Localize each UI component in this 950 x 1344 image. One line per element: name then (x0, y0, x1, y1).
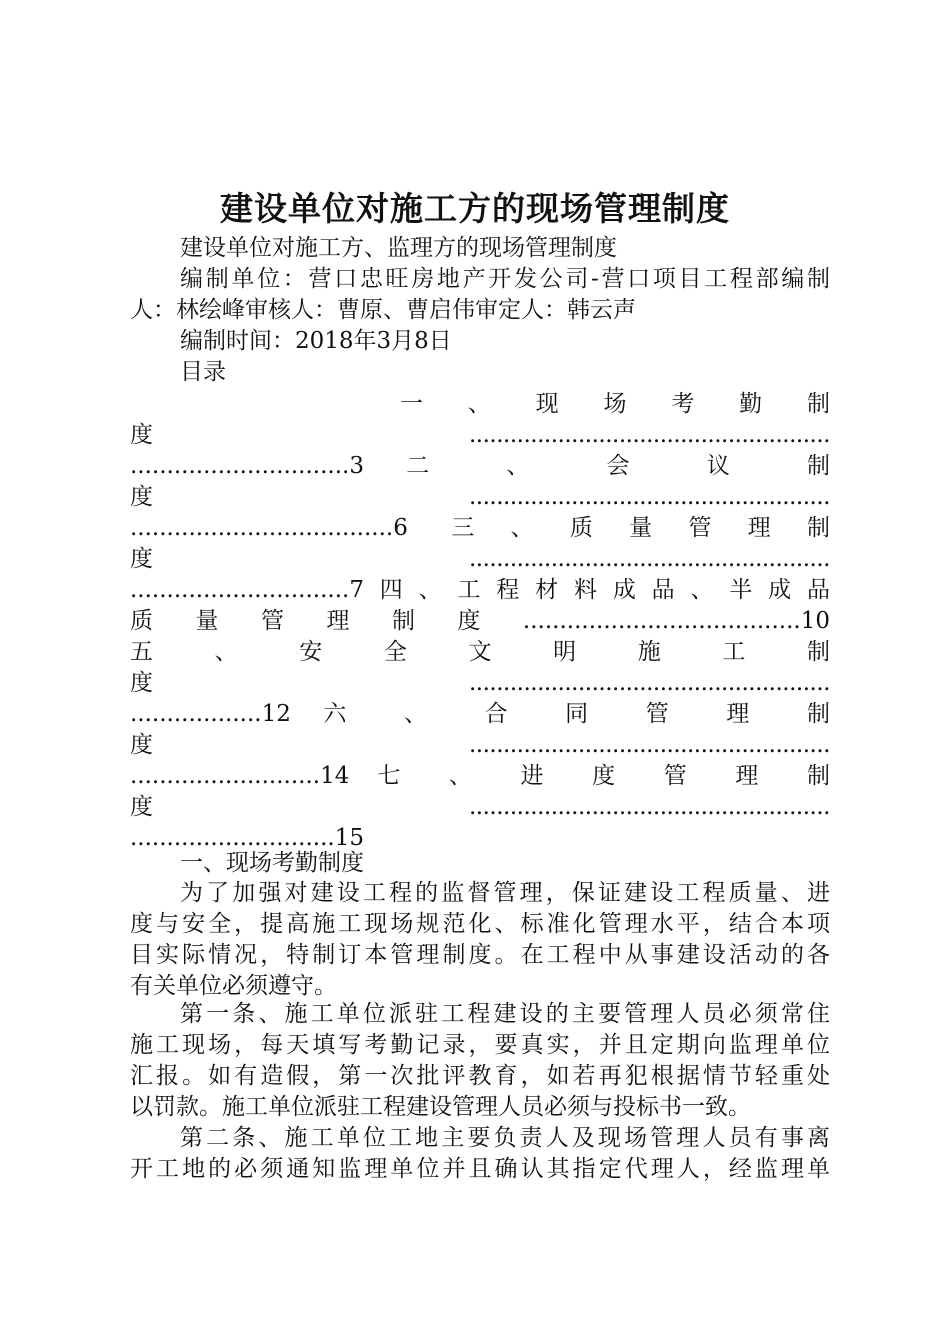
document-title: 建设单位对施工方的现场管理制度 (220, 189, 730, 228)
paragraph-line: 第二条、施工单位工地主要负责人及现场管理人员有事离 (180, 1125, 830, 1151)
paragraph-line: 有关单位必须遵守。 (130, 973, 337, 999)
toc-line: ....................................6 三、质量管理制 (130, 515, 830, 541)
toc-line: 度..................................................... (130, 732, 830, 758)
paragraph-line: 施工现场，每天填写考勤记录，要真实，并且定期向监理单位 (130, 1032, 830, 1058)
toc-line: 五 、 安 全 文 明 施 工 制 (130, 639, 830, 665)
toc-line: ..............................7四、工程材料成品、半成品 (130, 577, 830, 603)
toc-line: 一 、 现 场 考 勤 制 (400, 391, 830, 417)
toc-line: 度..................................................... (130, 422, 830, 448)
toc-line: 质量管理制度......................................10 (130, 608, 830, 634)
toc-line: 度..................................................... (130, 670, 830, 696)
compiler-line: 编制单位：营口忠旺房地产开发公司-营口项目工程部编制 (180, 266, 830, 292)
date-line: 编制时间：2018年3月8日 (180, 328, 452, 354)
paragraph-line: 第一条、施工单位派驻工程建设的主要管理人员必须常住 (180, 1001, 830, 1027)
toc-line: 度..................................................... (130, 484, 830, 510)
toc-heading: 目录 (180, 359, 226, 385)
paragraph-line: 目实际情况，特制订本管理制度。在工程中从事建设活动的各 (130, 942, 830, 968)
paragraph-line: 汇报。如有造假，第一次批评教育，如若再犯根据情节轻重处 (130, 1063, 830, 1089)
toc-line: 度..................................................... (130, 546, 830, 572)
paragraph-line: 开工地的必须通知监理单位并且确认其指定代理人，经监理单 (130, 1156, 830, 1182)
toc-line: ............................15 (130, 825, 364, 851)
paragraph-line: 为了加强对建设工程的监督管理，保证建设工程质量、进 (180, 880, 830, 906)
paragraph-line: 以罚款。施工单位派驻工程建设管理人员必须与投标书一致。 (130, 1094, 751, 1120)
section-heading: 一、现场考勤制度 (180, 850, 364, 876)
toc-line: ..........................14 七 、 进 度 管 理 制 (130, 763, 830, 789)
paragraph-line: 度与安全，提高施工现场规范化、标准化管理水平，结合本项 (130, 911, 830, 937)
toc-line: ..................12 六 、 合 同 管 理 制 (130, 701, 830, 727)
toc-line: 度..................................................... (130, 794, 830, 820)
toc-line: ..............................3 二 、 会 议 制 (130, 453, 830, 479)
subtitle-line: 建设单位对施工方、监理方的现场管理制度 (180, 235, 617, 261)
reviewer-line: 人：林绘峰审核人：曹原、曹启伟审定人：韩云声 (130, 297, 636, 323)
